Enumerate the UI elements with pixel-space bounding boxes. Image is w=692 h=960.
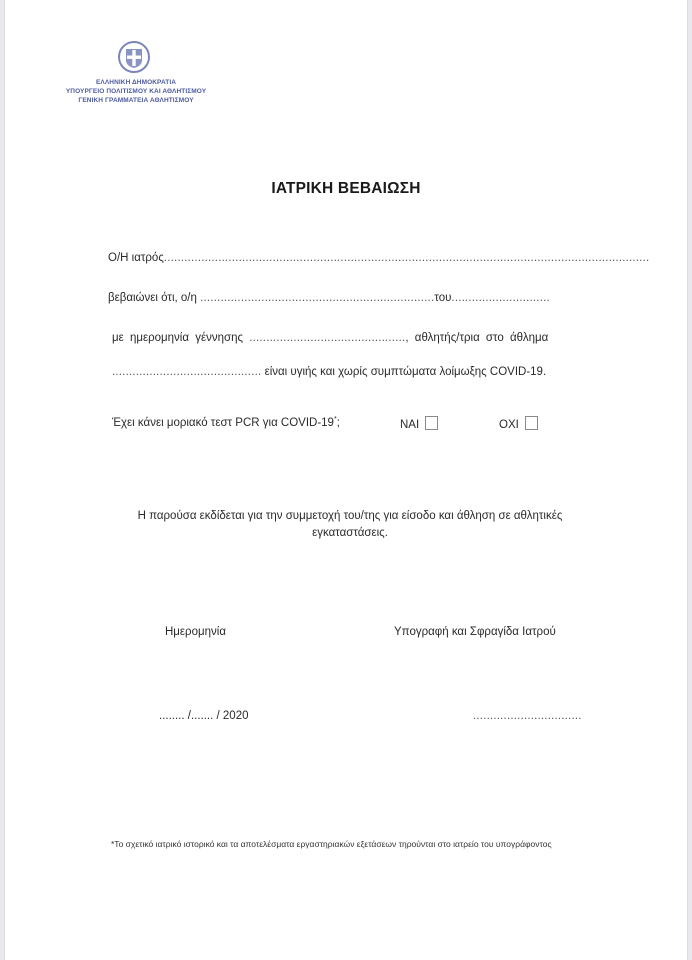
document-page bbox=[4, 0, 688, 960]
greek-coat-of-arms-icon bbox=[117, 40, 151, 74]
doctor-field[interactable]: ............................................................................................................................................... bbox=[163, 252, 650, 264]
signature-label: Υπογραφή και Σφραγίδα Ιατρού bbox=[394, 626, 556, 638]
date-field[interactable]: ........ /....... / 2020 bbox=[159, 710, 249, 722]
date-label: Ημερομηνία bbox=[165, 626, 226, 638]
statement-paragraph: Η παρούσα εκδίδεται για την συμμετοχή του/της για είσοδο και άθληση σε αθλητικές εγκαταστάσεις. bbox=[137, 510, 563, 539]
healthy-statement: είναι υγιής και χωρίς συμπτώματα λοίμωξης COVID-19. bbox=[264, 366, 547, 378]
certifies-label: βεβαιώνει ότι, ο/η bbox=[108, 292, 197, 304]
signature-field[interactable]: ................................ bbox=[473, 710, 582, 722]
no-checkbox[interactable] bbox=[525, 416, 538, 430]
footnote: *Το σχετικό ιατρικό ιστορικό και τα αποτελέσματα εργαστηριακών εξετάσεων τηρούνται στο ιατρείο του υπογράφοντος bbox=[111, 839, 552, 849]
father-label: του bbox=[434, 292, 452, 304]
athlete-name-field[interactable]: ..................................................................... bbox=[200, 292, 435, 304]
birthdate-field[interactable]: .............................................. bbox=[249, 332, 406, 344]
pcr-question: Έχει κάνει μοριακό τεστ PCR για COVID-19 bbox=[112, 416, 334, 429]
ministry-line: ΕΛΛΗΝΙΚΗ ΔΗΜΟΚΡΑΤΙΑ bbox=[95, 79, 177, 86]
sport-field[interactable]: ............................................ bbox=[112, 366, 262, 378]
ministry-header bbox=[61, 78, 211, 105]
sport-line bbox=[112, 366, 546, 378]
birthdate-line bbox=[112, 332, 548, 344]
pcr-footnote-mark: * bbox=[333, 416, 337, 423]
document-title: ΙΑΤΡΙΚΗ ΒΕΒΑΙΩΣΗ bbox=[271, 180, 421, 197]
pcr-question-mark: ; bbox=[336, 416, 340, 429]
athlete-label: , αθλητής/τρια στο άθλημα bbox=[405, 332, 549, 344]
doctor-line bbox=[108, 252, 649, 264]
father-name-field[interactable]: ............................. bbox=[451, 292, 550, 304]
yes-option[interactable] bbox=[400, 416, 438, 431]
certifies-line bbox=[108, 292, 550, 304]
pcr-question-line bbox=[112, 416, 340, 429]
ministry-line: ΓΕΝΙΚΗ ΓΡΑΜΜΑΤΕΙΑ ΑΘΛΗΤΙΣΜΟΥ bbox=[78, 97, 194, 104]
doctor-label: Ο/Η ιατρός bbox=[108, 252, 164, 264]
yes-checkbox[interactable] bbox=[425, 416, 438, 430]
birthdate-label: με ημερομηνία γέννησης bbox=[112, 332, 244, 344]
ministry-line: ΥΠΟΥΡΓΕΙΟ ΠΟΛΙΤΙΣΜΟΥ ΚΑΙ ΑΘΛΗΤΙΣΜΟΥ bbox=[65, 88, 207, 95]
no-option[interactable] bbox=[499, 416, 538, 431]
yes-label: ΝΑΙ bbox=[400, 419, 420, 431]
no-label: ΟΧΙ bbox=[499, 419, 519, 431]
